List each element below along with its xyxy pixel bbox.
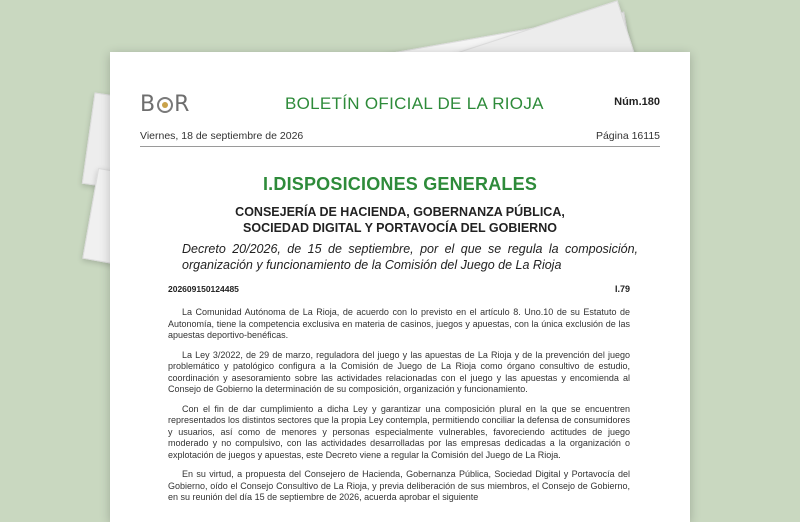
issue-number: Núm.180 bbox=[614, 96, 660, 108]
body-paragraph: La Ley 3/2022, de 29 de marzo, reguladora del juego y las apuestas de La Rioja y de la prevención del juego problemático y patológico configura a la Comisión de Juego de La Rioja como órgano consultivo de estudio, coordinación y asesoramiento sobre las actividades relacionadas con el juego y las apuestas y encomienda al Consejo de Gobierno la determinación de su composición, organización y funcionamiento. bbox=[168, 349, 630, 394]
department-line: CONSEJERÍA DE HACIENDA, GOBERNANZA PÚBLICA, bbox=[235, 205, 565, 219]
body-paragraph: Con el fin de dar cumplimiento a dicha Ley y garantizar una composición plural en la que se encuentren representados los distintos sectores que la propia Ley contempla, permitiendo conciliar la defensa de consumidores y usuarios, así como de menores y personas especialmente vulnerables, favoreciendo actitudes de juego moderado y no compulsivo, con las actividades desarrolladas por las empresas dedicadas a la organización o explotación de juegos y apuestas, este Decreto viene a regular la Comisión del Juego de La Rioja. bbox=[168, 403, 630, 460]
section-title: I.DISPOSICIONES GENERALES bbox=[262, 174, 538, 194]
body-paragraph: En su virtud, a propuesta del Consejero de Hacienda, Gobernanza Pública, Sociedad Digital y Portavocía del Gobierno, oído el Consejo Consultivo de La Rioja, y previa deliberación de sus miembros, el Consejo de Gobierno, en su reunión del día 15 de septiembre de 2026, acuerda aprobar el siguiente bbox=[168, 469, 630, 502]
document-page bbox=[110, 52, 690, 522]
publication-date: Viernes, 18 de septiembre de 2026 bbox=[140, 130, 304, 142]
decree-body bbox=[168, 307, 630, 512]
bor-logo: B R bbox=[140, 92, 191, 117]
masthead bbox=[140, 92, 660, 118]
header-divider bbox=[140, 146, 660, 147]
department-line: SOCIEDAD DIGITAL Y PORTAVOCÍA DEL GOBIERNO bbox=[243, 221, 557, 235]
logo-emblem-icon bbox=[157, 97, 173, 113]
page-number: Página 16115 bbox=[595, 130, 660, 142]
reference-code: I.79 bbox=[614, 284, 630, 294]
body-paragraph: La Comunidad Autónoma de La Rioja, de acuerdo con lo previsto en el artículo 8. Uno.10 de su Estatuto de Autonomía, tiene la competencia exclusiva en materia de casinos, juegos y apuestas, con la única exclusión de las apuestas deportivo-benéficas. bbox=[168, 307, 630, 340]
reference-id: 202609150124485 bbox=[168, 284, 239, 294]
decree-title: Decreto 20/2026, de 15 de septiembre, por el que se regula la composición, organización y funcionamiento de la Comisión del Juego de La Rioja bbox=[182, 242, 638, 272]
department-heading bbox=[110, 204, 690, 236]
bulletin-title: BOLETÍN OFICIAL DE LA RIOJA bbox=[285, 94, 544, 113]
